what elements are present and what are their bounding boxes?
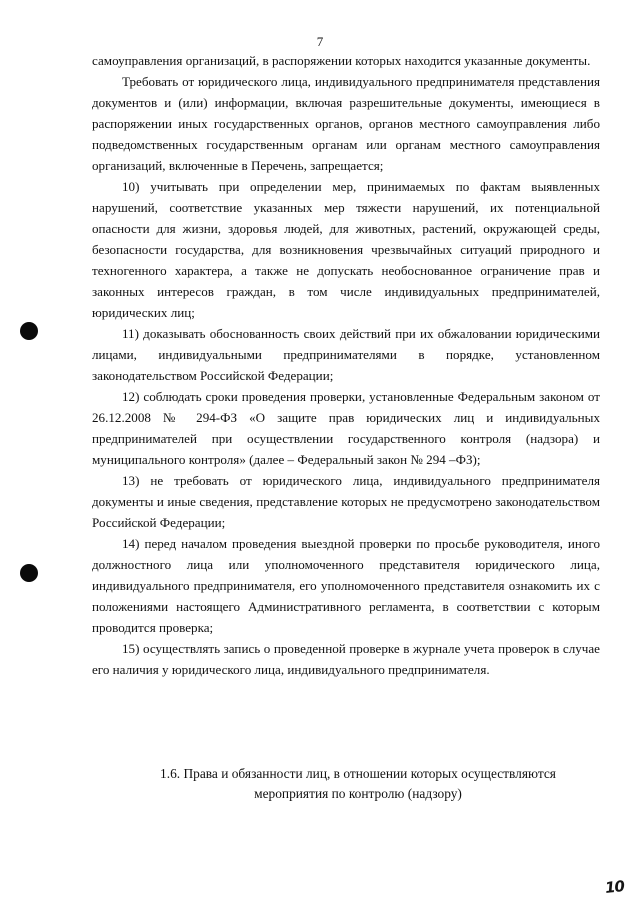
punch-hole-icon <box>20 564 38 582</box>
paragraph-prohibition: Требовать от юридического лица, индивидуального предпринимателя представления документов и (или) информации, включая разрешительные документы, имеющиеся в распоряжении иных государственных органов, органов местного самоуправления либо подведомственных государственным органам или органам местного самоуправления организаций, включенные в Перечень, запрещается; <box>92 74 600 173</box>
section-heading <box>120 764 596 804</box>
punch-hole-icon <box>20 322 38 340</box>
list-item-14: 14) перед началом проведения выездной проверки по просьбе руководителя, иного должностного лица или уполномоченного представителя юридического лица, индивидуального предпринимателя, его уполномоченного представителя ознакомить их с положениями настоящего Административного регламента, в соответствии с которым проводится проверка; <box>92 536 600 635</box>
section-heading-line-2: мероприятия по контролю (надзору) <box>254 786 462 801</box>
paragraph-continuation: самоуправления организаций, в распоряжении которых находится указанные документы. <box>92 53 591 68</box>
list-item-11: 11) доказывать обоснованность своих действий при их обжаловании юридическими лицами, индивидуальными предпринимателями в порядке, установленном законодательством Российской Федерации; <box>92 326 600 383</box>
page-number: 7 <box>316 34 324 49</box>
document-body <box>92 50 600 680</box>
list-item-15: 15) осуществлять запись о проведенной проверке в журнале учета проверок в случае его наличия у юридического лица, индивидуального предпринимателя. <box>92 641 600 677</box>
list-item-10: 10) учитывать при определении мер, принимаемых по фактам выявленных нарушений, соответствие указанных мер тяжести нарушений, их потенциальной опасности для жизни, здоровья людей, для животных, растений, окружающей среды, безопасности государства, для возникновения чрезвычайных ситуаций природного и техногенного характера, а также не допускать необоснованное ограничение прав и законных интересов граждан, в том числе индивидуальных предпринимателей, юридических лиц; <box>92 179 600 320</box>
section-heading-line-1: 1.6. Права и обязанности лиц, в отношении которых осуществляются <box>160 766 556 781</box>
list-item-13: 13) не требовать от юридического лица, индивидуального предпринимателя документы и иные сведения, представление которых не предусмотрено законодательством Российской Федерации; <box>92 473 600 530</box>
handwritten-page-number: 10 <box>604 877 625 897</box>
list-item-12: 12) соблюдать сроки проведения проверки, установленные Федеральным законом от 26.12.2008 № 294-ФЗ «О защите прав юридических лиц и индивидуальных предпринимателей при осуществлении государственного контроля (надзора) и муниципального контроля» (далее – Федеральный закон № 294 –ФЗ); <box>92 389 600 467</box>
